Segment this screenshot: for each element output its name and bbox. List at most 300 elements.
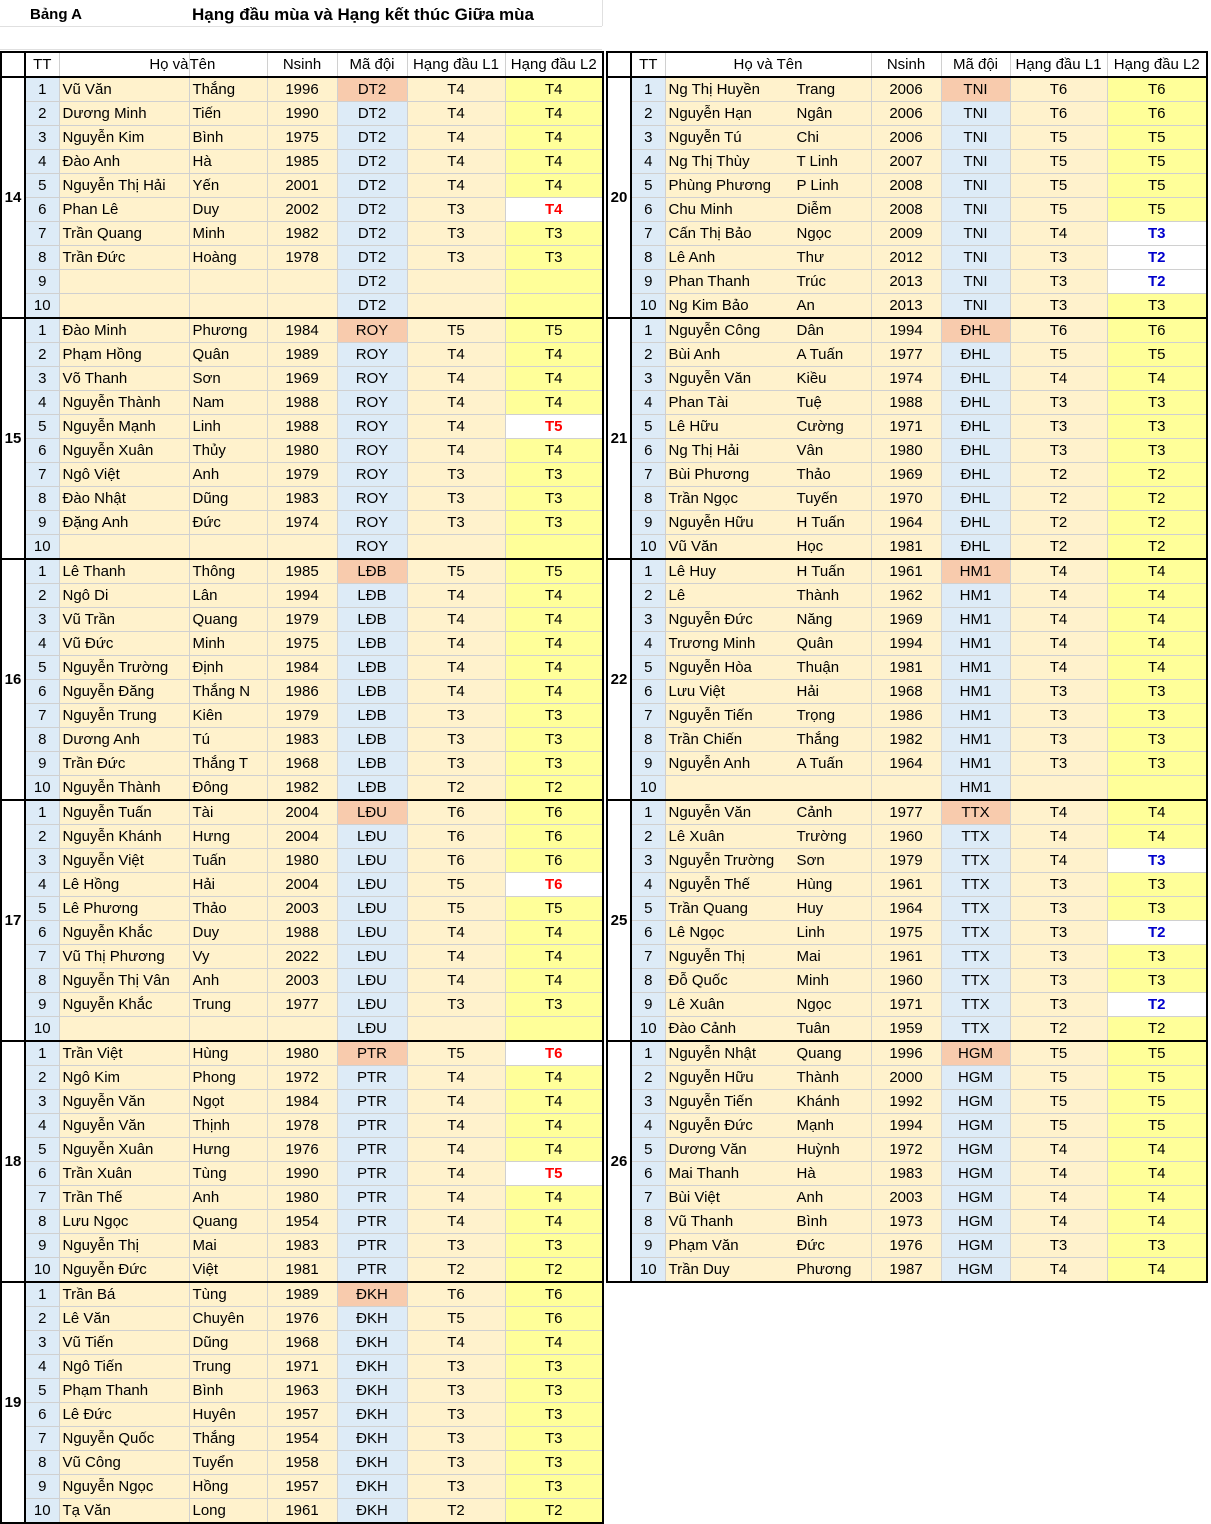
team-code-cell[interactable]: ĐKH	[337, 1355, 407, 1379]
ho-cell[interactable]	[59, 270, 189, 294]
nsinh-cell[interactable]: 1968	[267, 1331, 337, 1355]
rank-l2-cell[interactable]: T4	[505, 632, 603, 656]
nsinh-cell[interactable]: 1982	[871, 728, 941, 752]
nsinh-cell[interactable]: 1982	[267, 776, 337, 801]
ho-cell[interactable]: Lê Thanh	[59, 559, 189, 584]
nsinh-cell[interactable]: 1978	[267, 246, 337, 270]
team-code-cell[interactable]: ĐHL	[941, 367, 1010, 391]
ho-cell[interactable]	[59, 294, 189, 319]
tt-cell[interactable]: 3	[25, 1090, 59, 1114]
tt-cell[interactable]: 2	[25, 343, 59, 367]
rank-l2-cell[interactable]: T2	[1107, 1017, 1207, 1042]
team-code-cell[interactable]: HM1	[941, 680, 1010, 704]
ten-cell[interactable]: Sơn	[189, 367, 267, 391]
tt-cell[interactable]: 10	[631, 535, 665, 560]
rank-l2-cell[interactable]: T5	[1107, 198, 1207, 222]
rank-l2-cell[interactable]: T4	[1107, 367, 1207, 391]
ho-ten-cell[interactable]	[665, 222, 871, 246]
tt-cell[interactable]: 1	[25, 559, 59, 584]
ho-ten-cell[interactable]	[665, 77, 871, 102]
team-code-cell[interactable]: LĐU	[337, 993, 407, 1017]
ten-cell[interactable]: Huyên	[189, 1403, 267, 1427]
tt-cell[interactable]: 6	[25, 439, 59, 463]
team-code-cell[interactable]: TTX	[941, 825, 1010, 849]
ho-cell[interactable]: Trần Việt	[59, 1041, 189, 1066]
ho-ten-cell[interactable]	[665, 343, 871, 367]
tt-cell[interactable]: 3	[631, 126, 665, 150]
rank-l2-cell[interactable]: T5	[505, 559, 603, 584]
rank-l1-cell[interactable]: T5	[1010, 1041, 1107, 1066]
rank-l2-cell[interactable]: T5	[1107, 1114, 1207, 1138]
team-code-cell[interactable]: TTX	[941, 897, 1010, 921]
team-code-cell[interactable]: DT2	[337, 102, 407, 126]
rank-l1-cell[interactable]: T4	[407, 1331, 505, 1355]
tt-cell[interactable]: 4	[25, 150, 59, 174]
ho-cell[interactable]: Nguyễn Đăng	[59, 680, 189, 704]
rank-l2-cell[interactable]: T5	[1107, 1066, 1207, 1090]
ho-ten-cell[interactable]	[665, 728, 871, 752]
ho-cell[interactable]: Nguyễn Khánh	[59, 825, 189, 849]
rank-l1-cell[interactable]: T3	[407, 1427, 505, 1451]
tt-cell[interactable]: 2	[25, 102, 59, 126]
rank-l1-cell[interactable]: T5	[1010, 1114, 1107, 1138]
tt-cell[interactable]: 1	[25, 1282, 59, 1307]
ten-cell[interactable]: Trung	[189, 1355, 267, 1379]
tt-cell[interactable]: 6	[631, 439, 665, 463]
rank-l1-cell[interactable]: T4	[407, 969, 505, 993]
rank-l2-cell[interactable]: T6	[1107, 318, 1207, 343]
tt-cell[interactable]: 1	[25, 800, 59, 825]
rank-l2-cell[interactable]: T4	[505, 969, 603, 993]
rank-l2-cell[interactable]: T3	[1107, 439, 1207, 463]
ho-ten-cell[interactable]	[665, 511, 871, 535]
nsinh-cell[interactable]: 1994	[871, 318, 941, 343]
rank-l1-cell[interactable]: T3	[407, 1475, 505, 1499]
nsinh-cell[interactable]: 1981	[871, 535, 941, 560]
tt-cell[interactable]: 5	[631, 174, 665, 198]
nsinh-cell[interactable]: 1983	[871, 1162, 941, 1186]
tt-cell[interactable]: 2	[25, 1307, 59, 1331]
ho-ten-cell[interactable]	[665, 945, 871, 969]
rank-l2-cell[interactable]: T4	[1107, 1162, 1207, 1186]
nsinh-cell[interactable]: 1973	[871, 1210, 941, 1234]
rank-l2-cell[interactable]: T4	[505, 921, 603, 945]
nsinh-cell[interactable]: 1984	[267, 1090, 337, 1114]
ho-ten-cell[interactable]	[665, 800, 871, 825]
team-code-cell[interactable]: ROY	[337, 318, 407, 343]
rank-l2-cell[interactable]: T3	[505, 728, 603, 752]
team-code-cell[interactable]: TTX	[941, 1017, 1010, 1042]
rank-l2-cell[interactable]: T4	[505, 1090, 603, 1114]
ten-cell[interactable]: Hải	[189, 873, 267, 897]
ten-cell[interactable]: Thông	[189, 559, 267, 584]
ho-cell[interactable]: Nguyễn Khắc	[59, 993, 189, 1017]
ten-cell[interactable]: Vy	[189, 945, 267, 969]
team-code-cell[interactable]: TTX	[941, 873, 1010, 897]
rank-l1-cell[interactable]: T4	[407, 584, 505, 608]
tt-cell[interactable]: 8	[25, 1210, 59, 1234]
nsinh-cell[interactable]: 1954	[267, 1210, 337, 1234]
team-code-cell[interactable]: HGM	[941, 1041, 1010, 1066]
team-code-cell[interactable]: ROY	[337, 535, 407, 560]
rank-l1-cell[interactable]: T5	[1010, 174, 1107, 198]
rank-l1-cell[interactable]: T6	[407, 800, 505, 825]
team-code-cell[interactable]: HM1	[941, 752, 1010, 776]
ten-cell[interactable]: Hùng	[189, 1041, 267, 1066]
ho-ten-cell[interactable]	[665, 1066, 871, 1090]
nsinh-cell[interactable]: 1979	[267, 463, 337, 487]
tt-cell[interactable]: 8	[25, 969, 59, 993]
rank-l1-cell[interactable]: T4	[1010, 559, 1107, 584]
rank-l1-cell[interactable]: T3	[407, 222, 505, 246]
rank-l1-cell[interactable]: T3	[1010, 969, 1107, 993]
team-code-cell[interactable]: HM1	[941, 608, 1010, 632]
tt-cell[interactable]: 2	[631, 1066, 665, 1090]
nsinh-cell[interactable]: 2001	[267, 174, 337, 198]
team-code-cell[interactable]: ĐKH	[337, 1451, 407, 1475]
nsinh-cell[interactable]: 2006	[871, 126, 941, 150]
team-code-cell[interactable]: HM1	[941, 704, 1010, 728]
nsinh-cell[interactable]: 1977	[871, 343, 941, 367]
ten-cell[interactable]: Tiến	[189, 102, 267, 126]
ho-cell[interactable]: Dương Anh	[59, 728, 189, 752]
ho-cell[interactable]	[59, 535, 189, 560]
group-number-cell[interactable]: 18	[1, 1041, 25, 1282]
rank-l2-cell[interactable]: T6	[505, 1282, 603, 1307]
ho-cell[interactable]: Nguyễn Thị Hải	[59, 174, 189, 198]
team-code-cell[interactable]: ĐKH	[337, 1499, 407, 1524]
ten-cell[interactable]: Minh	[189, 632, 267, 656]
ho-cell[interactable]: Vũ Công	[59, 1451, 189, 1475]
rank-l2-cell[interactable]: T4	[505, 1210, 603, 1234]
nsinh-cell[interactable]: 1957	[267, 1403, 337, 1427]
nsinh-cell[interactable]: 1985	[267, 150, 337, 174]
tt-cell[interactable]: 3	[25, 367, 59, 391]
rank-l1-cell[interactable]: T3	[407, 246, 505, 270]
nsinh-cell[interactable]: 1979	[267, 608, 337, 632]
ho-cell[interactable]: Trần Bá	[59, 1282, 189, 1307]
rank-l1-cell[interactable]: T4	[1010, 800, 1107, 825]
tt-cell[interactable]: 1	[631, 559, 665, 584]
ho-ten-cell[interactable]	[665, 150, 871, 174]
rank-l2-cell[interactable]: T5	[1107, 150, 1207, 174]
rank-l2-cell[interactable]: T4	[505, 608, 603, 632]
rank-l2-cell[interactable]: T4	[1107, 1258, 1207, 1283]
team-code-cell[interactable]: TNI	[941, 174, 1010, 198]
ho-ten-cell[interactable]	[665, 1162, 871, 1186]
tt-cell[interactable]: 5	[25, 897, 59, 921]
tt-cell[interactable]: 7	[631, 222, 665, 246]
rank-l2-cell[interactable]: T3	[1107, 415, 1207, 439]
rank-l1-cell[interactable]: T3	[1010, 680, 1107, 704]
rank-l2-cell[interactable]: T3	[505, 1451, 603, 1475]
nsinh-cell[interactable]: 1972	[267, 1066, 337, 1090]
team-code-cell[interactable]: DT2	[337, 294, 407, 319]
rank-l2-cell[interactable]: T2	[1107, 270, 1207, 294]
team-code-cell[interactable]: ROY	[337, 511, 407, 535]
nsinh-cell[interactable]: 1990	[267, 1162, 337, 1186]
team-code-cell[interactable]: ROY	[337, 343, 407, 367]
ho-cell[interactable]: Nguyễn Thành	[59, 391, 189, 415]
rank-l1-cell[interactable]: T3	[407, 1451, 505, 1475]
tt-cell[interactable]: 5	[631, 656, 665, 680]
rank-l2-cell[interactable]: T3	[505, 511, 603, 535]
tt-cell[interactable]: 7	[631, 704, 665, 728]
rank-l2-cell[interactable]: T4	[1107, 584, 1207, 608]
tt-cell[interactable]: 2	[25, 825, 59, 849]
tt-cell[interactable]: 5	[25, 656, 59, 680]
rank-l1-cell[interactable]: T5	[1010, 198, 1107, 222]
ten-cell[interactable]: Long	[189, 1499, 267, 1524]
rank-l2-cell[interactable]: T3	[1107, 752, 1207, 776]
ten-cell[interactable]: Định	[189, 656, 267, 680]
team-code-cell[interactable]: LĐB	[337, 728, 407, 752]
rank-l2-cell[interactable]: T4	[505, 174, 603, 198]
ho-cell[interactable]: Đào Minh	[59, 318, 189, 343]
ten-cell[interactable]: Quang	[189, 1210, 267, 1234]
rank-l2-cell[interactable]: T3	[1107, 222, 1207, 246]
rank-l2-cell[interactable]: T4	[505, 77, 603, 102]
tt-cell[interactable]: 10	[631, 1258, 665, 1283]
ho-ten-cell[interactable]	[665, 1138, 871, 1162]
team-code-cell[interactable]: TTX	[941, 849, 1010, 873]
nsinh-cell[interactable]: 1981	[267, 1258, 337, 1283]
ten-cell[interactable]: Dũng	[189, 1331, 267, 1355]
rank-l2-cell[interactable]: T3	[505, 752, 603, 776]
rank-l1-cell[interactable]: T4	[407, 1066, 505, 1090]
tt-cell[interactable]: 8	[631, 969, 665, 993]
tt-cell[interactable]: 5	[25, 174, 59, 198]
rank-l2-cell[interactable]: T6	[505, 825, 603, 849]
nsinh-cell[interactable]: 1988	[267, 921, 337, 945]
rank-l1-cell[interactable]: T3	[407, 704, 505, 728]
tt-cell[interactable]: 6	[631, 921, 665, 945]
nsinh-cell[interactable]: 1971	[871, 415, 941, 439]
rank-l2-cell[interactable]: T3	[1107, 728, 1207, 752]
rank-l1-cell[interactable]: T2	[1010, 1017, 1107, 1042]
team-code-cell[interactable]: ROY	[337, 367, 407, 391]
team-code-cell[interactable]: ĐHL	[941, 535, 1010, 560]
nsinh-cell[interactable]: 1979	[267, 704, 337, 728]
rank-l1-cell[interactable]: T4	[407, 415, 505, 439]
ho-ten-cell[interactable]	[665, 102, 871, 126]
team-code-cell[interactable]: HGM	[941, 1186, 1010, 1210]
team-code-cell[interactable]: HM1	[941, 776, 1010, 801]
rank-l1-cell[interactable]: T3	[407, 1403, 505, 1427]
rank-l1-cell[interactable]: T4	[1010, 1138, 1107, 1162]
ho-ten-cell[interactable]	[665, 632, 871, 656]
rank-l1-cell[interactable]: T3	[407, 1355, 505, 1379]
ho-cell[interactable]: Dương Minh	[59, 102, 189, 126]
team-code-cell[interactable]: LĐU	[337, 873, 407, 897]
rank-l2-cell[interactable]: T5	[1107, 1041, 1207, 1066]
tt-cell[interactable]: 1	[25, 77, 59, 102]
rank-l2-cell[interactable]: T5	[505, 897, 603, 921]
nsinh-cell[interactable]: 1968	[871, 680, 941, 704]
team-code-cell[interactable]: TNI	[941, 246, 1010, 270]
nsinh-cell[interactable]: 2013	[871, 294, 941, 319]
tt-cell[interactable]: 9	[25, 752, 59, 776]
team-code-cell[interactable]: HGM	[941, 1258, 1010, 1283]
nsinh-cell[interactable]: 1988	[267, 391, 337, 415]
rank-l1-cell[interactable]: T4	[1010, 656, 1107, 680]
team-code-cell[interactable]: ĐKH	[337, 1403, 407, 1427]
rank-l2-cell[interactable]: T4	[505, 680, 603, 704]
nsinh-cell[interactable]: 1976	[871, 1234, 941, 1258]
rank-l1-cell[interactable]: T5	[1010, 150, 1107, 174]
rank-l2-cell[interactable]: T3	[1107, 704, 1207, 728]
nsinh-cell[interactable]: 1987	[871, 1258, 941, 1283]
team-code-cell[interactable]: LĐB	[337, 584, 407, 608]
nsinh-cell[interactable]: 1970	[871, 487, 941, 511]
rank-l1-cell[interactable]: T5	[407, 318, 505, 343]
nsinh-cell[interactable]: 2006	[871, 77, 941, 102]
nsinh-cell[interactable]: 1964	[871, 752, 941, 776]
ten-cell[interactable]: Thắng N	[189, 680, 267, 704]
rank-l2-cell[interactable]: T5	[1107, 174, 1207, 198]
rank-l1-cell[interactable]: T3	[1010, 921, 1107, 945]
nsinh-cell[interactable]: 1978	[267, 1114, 337, 1138]
rank-l1-cell[interactable]: T5	[407, 1307, 505, 1331]
ho-cell[interactable]: Vũ Đức	[59, 632, 189, 656]
nsinh-cell[interactable]: 2012	[871, 246, 941, 270]
tt-cell[interactable]: 8	[25, 487, 59, 511]
tt-cell[interactable]: 5	[631, 1138, 665, 1162]
rank-l1-cell[interactable]: T4	[407, 174, 505, 198]
rank-l1-cell[interactable]: T3	[407, 993, 505, 1017]
nsinh-cell[interactable]: 1989	[267, 1282, 337, 1307]
team-code-cell[interactable]: HGM	[941, 1138, 1010, 1162]
rank-l1-cell[interactable]	[1010, 776, 1107, 801]
rank-l1-cell[interactable]: T2	[407, 776, 505, 801]
ho-cell[interactable]: Ngô Kim	[59, 1066, 189, 1090]
tt-cell[interactable]: 7	[631, 1186, 665, 1210]
ten-cell[interactable]: Tài	[189, 800, 267, 825]
rank-l2-cell[interactable]: T3	[1107, 873, 1207, 897]
rank-l2-cell[interactable]: T2	[1107, 535, 1207, 560]
nsinh-cell[interactable]: 2004	[267, 873, 337, 897]
rank-l1-cell[interactable]: T4	[1010, 849, 1107, 873]
ho-cell[interactable]: Nguyễn Ngọc	[59, 1475, 189, 1499]
rank-l1-cell[interactable]: T4	[407, 921, 505, 945]
team-code-cell[interactable]: LĐB	[337, 656, 407, 680]
nsinh-cell[interactable]: 1988	[267, 415, 337, 439]
rank-l2-cell[interactable]: T2	[505, 776, 603, 801]
ten-cell[interactable]: Thắng	[189, 1427, 267, 1451]
rank-l1-cell[interactable]	[407, 294, 505, 319]
nsinh-cell[interactable]: 1977	[871, 800, 941, 825]
rank-l2-cell[interactable]: T4	[1107, 825, 1207, 849]
team-code-cell[interactable]: TNI	[941, 222, 1010, 246]
rank-l2-cell[interactable]: T2	[1107, 487, 1207, 511]
team-code-cell[interactable]: ROY	[337, 487, 407, 511]
ho-cell[interactable]: Nguyễn Văn	[59, 1090, 189, 1114]
team-code-cell[interactable]: HGM	[941, 1162, 1010, 1186]
nsinh-cell[interactable]: 1988	[871, 391, 941, 415]
team-code-cell[interactable]: DT2	[337, 77, 407, 102]
ho-cell[interactable]: Nguyễn Thị Vân	[59, 969, 189, 993]
tt-cell[interactable]: 6	[25, 198, 59, 222]
group-number-cell[interactable]: 15	[1, 318, 25, 559]
nsinh-cell[interactable]: 1980	[267, 1041, 337, 1066]
rank-l1-cell[interactable]: T5	[1010, 343, 1107, 367]
team-code-cell[interactable]: PTR	[337, 1258, 407, 1283]
ho-cell[interactable]: Nguyễn Văn	[59, 1114, 189, 1138]
ten-cell[interactable]: Kiên	[189, 704, 267, 728]
ten-cell[interactable]: Mai	[189, 1234, 267, 1258]
tt-cell[interactable]: 3	[25, 849, 59, 873]
nsinh-cell[interactable]: 1985	[267, 559, 337, 584]
ho-ten-cell[interactable]	[665, 270, 871, 294]
tt-cell[interactable]: 2	[631, 825, 665, 849]
rank-l2-cell[interactable]: T6	[1107, 102, 1207, 126]
ten-cell[interactable]: Bình	[189, 126, 267, 150]
ten-cell[interactable]: Tùng	[189, 1282, 267, 1307]
nsinh-cell[interactable]: 1960	[871, 969, 941, 993]
ten-cell[interactable]: Duy	[189, 198, 267, 222]
tt-cell[interactable]: 9	[631, 511, 665, 535]
nsinh-cell[interactable]: 1964	[871, 897, 941, 921]
rank-l1-cell[interactable]: T3	[1010, 993, 1107, 1017]
rank-l1-cell[interactable]: T4	[1010, 1186, 1107, 1210]
nsinh-cell[interactable]: 1961	[267, 1499, 337, 1524]
ho-ten-cell[interactable]	[665, 680, 871, 704]
ho-cell[interactable]: Trần Xuân	[59, 1162, 189, 1186]
team-code-cell[interactable]: DT2	[337, 150, 407, 174]
nsinh-cell[interactable]: 1968	[267, 752, 337, 776]
nsinh-cell[interactable]: 1989	[267, 343, 337, 367]
nsinh-cell[interactable]: 1959	[871, 1017, 941, 1042]
team-code-cell[interactable]: ROY	[337, 439, 407, 463]
ho-cell[interactable]: Nguyễn Việt	[59, 849, 189, 873]
tt-cell[interactable]: 4	[631, 873, 665, 897]
rank-l2-cell[interactable]: T5	[1107, 126, 1207, 150]
rank-l1-cell[interactable]: T4	[407, 1186, 505, 1210]
team-code-cell[interactable]: PTR	[337, 1041, 407, 1066]
nsinh-cell[interactable]: 1980	[267, 439, 337, 463]
ho-ten-cell[interactable]	[665, 849, 871, 873]
nsinh-cell[interactable]: 1979	[871, 849, 941, 873]
rank-l2-cell[interactable]: T6	[505, 800, 603, 825]
tt-cell[interactable]: 10	[25, 1258, 59, 1283]
rank-l2-cell[interactable]: T3	[505, 704, 603, 728]
rank-l2-cell[interactable]: T4	[505, 1138, 603, 1162]
rank-l2-cell[interactable]: T4	[505, 102, 603, 126]
team-code-cell[interactable]: ĐHL	[941, 487, 1010, 511]
rank-l1-cell[interactable]: T2	[407, 1258, 505, 1283]
rank-l1-cell[interactable]: T3	[407, 463, 505, 487]
ho-cell[interactable]: Vũ Văn	[59, 77, 189, 102]
ho-ten-cell[interactable]	[665, 487, 871, 511]
ho-ten-cell[interactable]	[665, 1210, 871, 1234]
nsinh-cell[interactable]: 1982	[267, 222, 337, 246]
ho-cell[interactable]: Phan Lê	[59, 198, 189, 222]
ho-ten-cell[interactable]	[665, 294, 871, 319]
rank-l1-cell[interactable]: T4	[407, 77, 505, 102]
tt-cell[interactable]: 10	[631, 294, 665, 319]
ho-cell[interactable]: Tạ Văn	[59, 1499, 189, 1524]
rank-l2-cell[interactable]	[505, 294, 603, 319]
rank-l1-cell[interactable]: T6	[407, 825, 505, 849]
rank-l2-cell[interactable]: T4	[505, 584, 603, 608]
ho-ten-cell[interactable]	[665, 174, 871, 198]
rank-l1-cell[interactable]	[407, 1017, 505, 1042]
team-code-cell[interactable]: ĐKH	[337, 1331, 407, 1355]
tt-cell[interactable]: 7	[25, 704, 59, 728]
tt-cell[interactable]: 9	[25, 1475, 59, 1499]
ten-cell[interactable]: Hoàng	[189, 246, 267, 270]
nsinh-cell[interactable]: 1975	[267, 126, 337, 150]
